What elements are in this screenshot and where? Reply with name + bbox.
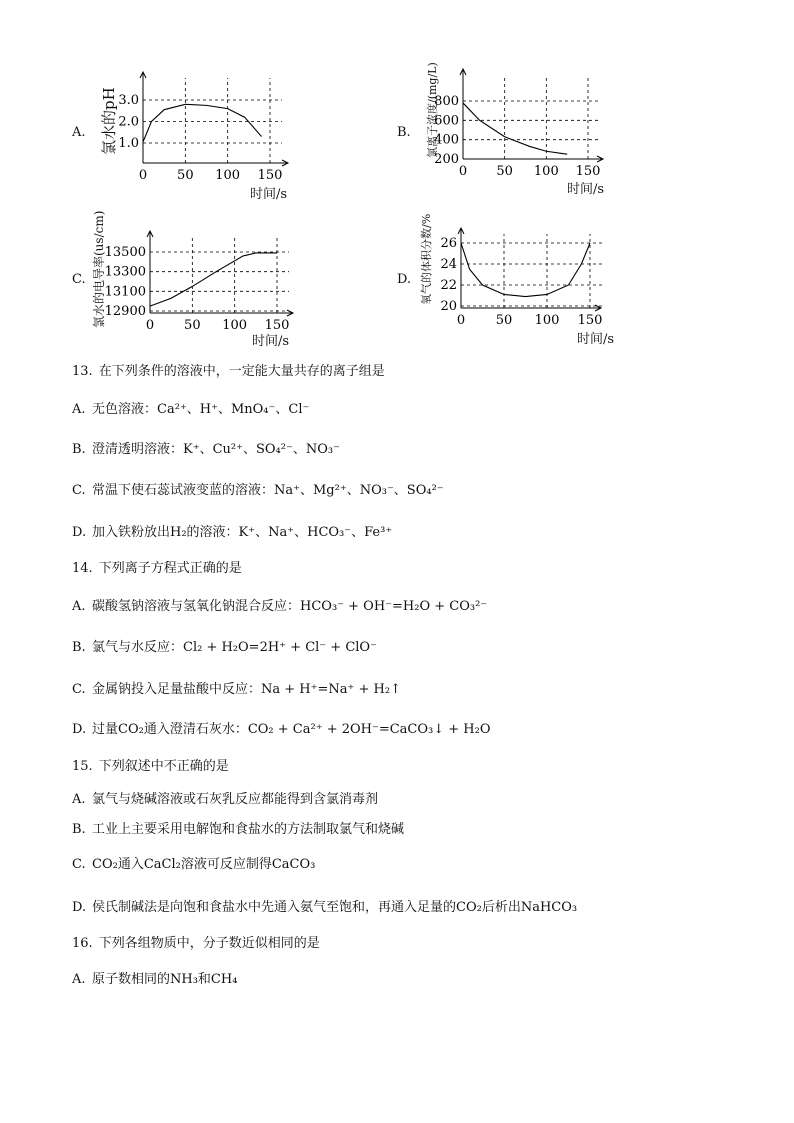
chart-a-series-line xyxy=(143,104,262,142)
chart-b-x-tick-label: 0 xyxy=(458,164,468,179)
chart-b-y-tick-label: 400 xyxy=(434,132,459,148)
option-text: 加入铁粉放出H₂的溶液：K⁺、Na⁺、HCO₃⁻、Fe³⁺ xyxy=(92,525,393,540)
question-14-option-d xyxy=(72,718,491,737)
question-15 xyxy=(72,755,229,774)
chart-b-x-tick-label: 50 xyxy=(496,164,513,179)
chart-c-x-tick-label: 100 xyxy=(222,318,248,333)
option-text: 常温下使石蕊试液变蓝的溶液：Na⁺、Mg²⁺、NO₃⁻、SO₄²⁻ xyxy=(92,483,444,498)
chart-d-y-tick-label: 20 xyxy=(440,299,457,314)
chart-a-y-tick-label: 1.0 xyxy=(118,136,139,151)
option-text: 澄清透明溶液：K⁺、Cu²⁺、SO₄²⁻、NO₃⁻ xyxy=(92,442,340,457)
chart-a-x-tick-label: 150 xyxy=(257,168,283,183)
chart-d-series-line xyxy=(461,243,590,297)
question-14-option-b xyxy=(72,636,377,655)
option-letter: C. xyxy=(72,483,86,498)
chart-c-series-line xyxy=(150,253,277,306)
chart-a-x-tick-label: 50 xyxy=(177,168,194,183)
question-13-option-b xyxy=(72,438,340,457)
chart-c-y-tick-label: 13300 xyxy=(104,264,146,280)
question-14-stem: 下列离子方程式正确的是 xyxy=(98,561,242,576)
chart-b-option-letter: B. xyxy=(397,125,411,140)
chart-a-xlabel: 时间/s xyxy=(250,187,288,202)
option-text: 工业上主要采用电解饱和食盐水的方法制取氯气和烧碱 xyxy=(92,822,405,837)
option-text: 金属钠投入足量盐酸中反应：Na + H⁺=Na⁺ + H₂↑ xyxy=(92,682,401,697)
chart-c-y-tick-label: 13500 xyxy=(104,245,146,260)
option-letter: D. xyxy=(72,722,87,737)
chart-b-ylabel: 氯离子浓度/(mg/L) xyxy=(426,62,439,158)
question-16-number: 16. xyxy=(72,936,93,951)
chart-b-x-tick-label: 150 xyxy=(575,164,601,179)
option-letter: A. xyxy=(72,972,86,987)
question-15-option-b xyxy=(72,818,404,837)
question-14-option-a xyxy=(72,595,487,614)
chart-a-ylabel: 氯水的pH xyxy=(100,87,118,155)
question-16-stem: 下列各组物质中，分子数近似相同的是 xyxy=(98,936,320,951)
option-letter: A. xyxy=(72,599,86,614)
option-letter: C. xyxy=(72,682,86,697)
option-letter: D. xyxy=(72,525,87,540)
option-letter: C. xyxy=(72,857,86,872)
option-letter: B. xyxy=(72,822,86,837)
chart-a-x-tick-label: 100 xyxy=(215,168,241,183)
chart-b-y-tick-label: 600 xyxy=(434,113,459,129)
chart-b-y-tick-label: 800 xyxy=(434,94,459,109)
question-13-stem: 在下列条件的溶液中，一定能大量共存的离子组是 xyxy=(98,364,385,379)
chart-d-y-tick-label: 22 xyxy=(440,278,457,293)
option-text: 原子数相同的NH₃和CH₄ xyxy=(92,972,238,987)
option-letter: A. xyxy=(72,792,86,807)
question-15-number: 15. xyxy=(72,759,93,774)
chart-d-x-tick-label: 100 xyxy=(534,313,560,328)
chart-d-option-letter: D. xyxy=(397,272,412,287)
question-14 xyxy=(72,557,242,576)
option-text: 侯氏制碱法是向饱和食盐水中先通入氨气至饱和，再通入足量的CO₂后析出NaHCO₃ xyxy=(92,900,578,915)
option-text: 无色溶液：Ca²⁺、H⁺、MnO₄⁻、Cl⁻ xyxy=(92,402,310,417)
question-16 xyxy=(72,932,320,951)
question-15-option-c xyxy=(72,853,315,872)
question-13-option-d xyxy=(72,521,392,540)
question-14-option-c xyxy=(72,678,401,697)
option-text: 过量CO₂通入澄清石灰水：CO₂ + Ca²⁺ + 2OH⁻=CaCO₃↓ + H₂O xyxy=(92,722,491,737)
option-text: CO₂通入CaCl₂溶液可反应制得CaCO₃ xyxy=(92,857,316,872)
chart-c-y-tick-label: 12900 xyxy=(104,304,146,319)
chart-c-x-tick-label: 50 xyxy=(184,318,201,333)
question-13-option-c xyxy=(72,479,444,498)
chart-b-series-line xyxy=(463,103,567,154)
question-13-option-a xyxy=(72,398,309,417)
chart-c-y-tick-label: 13100 xyxy=(104,284,146,300)
chart-d-x-tick-label: 150 xyxy=(577,313,603,328)
question-14-number: 14. xyxy=(72,561,93,576)
chart-c-x-tick-label: 150 xyxy=(264,318,290,333)
option-letter: B. xyxy=(72,640,86,655)
chart-d-xlabel: 时间/s xyxy=(577,332,615,347)
chart-b-x-tick-label: 100 xyxy=(533,164,559,179)
chart-a-x-tick-label: 0 xyxy=(138,168,148,183)
chart-d-y-tick-label: 26 xyxy=(440,236,457,251)
chart-c-option-letter: C. xyxy=(72,272,86,287)
chart-c-x-tick-label: 0 xyxy=(145,318,155,333)
option-text: 氯气与烧碱溶液或石灰乳反应都能得到含氯消毒剂 xyxy=(92,792,379,807)
chart-d-x-tick-label: 50 xyxy=(495,313,513,328)
question-13-number: 13. xyxy=(72,364,93,379)
option-text: 碳酸氢钠溶液与氢氧化钠混合反应：HCO₃⁻ + OH⁻=H₂O + CO₃²⁻ xyxy=(92,599,488,614)
question-13 xyxy=(72,360,385,379)
chart-a-option-letter: A. xyxy=(72,125,86,140)
chart-b-xlabel: 时间/s xyxy=(567,182,605,197)
chart-c-xlabel: 时间/s xyxy=(252,334,290,349)
chart-d-ylabel: 氧气的体积分数/% xyxy=(420,213,433,305)
chart-b-y-tick-label: 200 xyxy=(434,152,459,167)
chart-d-y-tick-label: 24 xyxy=(440,257,457,272)
option-letter: A. xyxy=(72,402,86,417)
chart-a-y-tick-label: 3.0 xyxy=(118,93,139,108)
question-15-stem: 下列叙述中不正确的是 xyxy=(98,759,229,774)
chart-a-y-tick-label: 2.0 xyxy=(118,114,139,130)
question-15-option-a xyxy=(72,788,378,807)
option-letter: B. xyxy=(72,442,86,457)
question-16-option-a xyxy=(72,968,237,987)
question-15-option-d xyxy=(72,896,577,915)
option-text: 氯气与水反应：Cl₂ + H₂O=2H⁺ + Cl⁻ + ClO⁻ xyxy=(92,640,377,655)
charts-canvas xyxy=(0,0,794,360)
chart-c-ylabel: 氯水的电导率(us/cm) xyxy=(92,210,106,328)
option-letter: D. xyxy=(72,900,87,915)
chart-d-x-tick-label: 0 xyxy=(456,313,466,328)
